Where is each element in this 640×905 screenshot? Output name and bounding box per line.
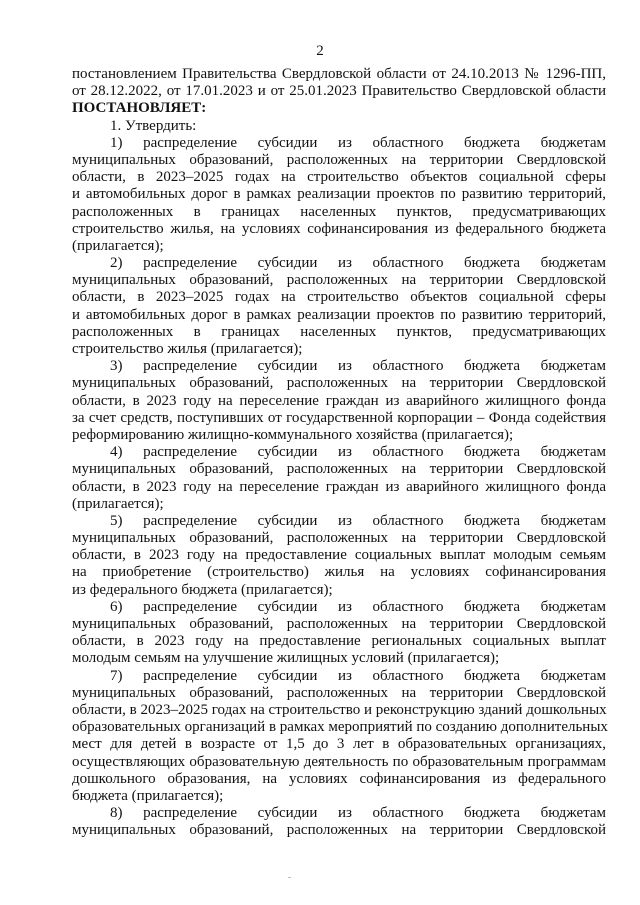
text-line: ПОСТАНОВЛЯЕТ: [72, 100, 207, 117]
text-line: строительство жилья (прилагается); [72, 341, 303, 357]
text-line: муниципальных образований, расположенных на территории Свердловской [72, 684, 606, 701]
page-number: 2 [316, 43, 324, 59]
text-line: муниципальных образований, расположенных на территории Свердловской [72, 151, 606, 168]
text-line: 1. Утвердить: [110, 117, 197, 134]
text-line: дошкольного образования, на условиях софинансирования из федерального [72, 770, 606, 787]
text-line: от 28.12.2022, от 17.01.2023 и от 25.01.2023 Правительство Свердловской области [72, 83, 606, 100]
text-line: и автомобильных дорог в рамках реализации проектов по развитию территорий, [72, 306, 606, 323]
text-line: мест для детей в возрасте от 1,5 до 3 лет в образовательных организациях, [72, 736, 606, 753]
text-line: области, в 2023 году на переселение граждан из аварийного жилищного фонда [72, 392, 606, 409]
text-line: муниципальных образований, расположенных на территории Свердловской [72, 375, 606, 392]
document-body [72, 66, 606, 839]
text-line: области, в 2023–2025 годах на строительство объектов социальной сферы [72, 289, 606, 306]
text-line: области, в 2023–2025 годах на строительство объектов социальной сферы [72, 169, 606, 186]
text-line: 2) распределение субсидии из областного бюджета бюджетам [110, 255, 606, 272]
text-line: области, в 2023 году на переселение граждан из аварийного жилищного фонда [72, 478, 606, 495]
text-line: 5) распределение субсидии из областного бюджета бюджетам [110, 512, 606, 529]
text-line: 8) распределение субсидии из областного бюджета бюджетам [110, 805, 606, 822]
text-line: расположенных в границах населенных пунктов, предусматривающих [72, 323, 606, 340]
text-line: за счет средств, поступивших от государственной корпорации – Фонда содействия [72, 409, 606, 426]
text-line: муниципальных образований, расположенных на территории Свердловской [72, 461, 606, 478]
text-line: из федерального бюджета (прилагается); [72, 581, 333, 598]
text-line: молодым семьям на улучшение жилищных условий (прилагается); [72, 650, 500, 667]
text-line: образовательных организаций в рамках мероприятий по созданию дополнительных [72, 719, 608, 736]
text-line: 3) распределение субсидии из областного бюджета бюджетам [110, 358, 606, 375]
text-line: муниципальных образований, расположенных на территории Свердловской [72, 272, 606, 289]
text-line: (прилагается); [72, 495, 164, 512]
text-line: и автомобильных дорог в рамках реализации проектов по развитию территорий, [72, 186, 606, 203]
text-line: осуществляющих образовательную деятельность по образовательным программам [72, 753, 606, 770]
text-line: бюджета (прилагается); [72, 787, 224, 804]
text-line: постановлением Правительства Свердловской области от 24.10.2013 № 1296-ПП, [72, 66, 606, 82]
text-line: муниципальных образований, расположенных на территории Свердловской [72, 530, 606, 547]
text-line: 4) распределение субсидии из областного бюджета бюджетам [110, 444, 606, 461]
text-line: муниципальных образований, расположенных на территории Свердловской [72, 616, 606, 632]
text-line: области, в 2023 году на предоставление социальных выплат молодым семьям [72, 547, 606, 564]
text-line: области, в 2023 году на предоставление региональных социальных выплат [72, 633, 606, 650]
text-line: (прилагается); [72, 237, 164, 254]
text-line: реформированию жилищно-коммунального хозяйства (прилагается); [72, 426, 514, 443]
text-line: на приобретение (строительство) жилья на условиях софинансирования [72, 564, 606, 581]
scan-dot [288, 877, 291, 878]
text-line: расположенных в границах населенных пунктов, предусматривающих [72, 203, 606, 220]
text-line: муниципальных образований, расположенных на территории Свердловской [72, 822, 606, 839]
text-line: строительство жилья, на условиях софинансирования из федерального бюджета [72, 220, 606, 237]
text-line: 1) распределение субсидии из областного бюджета бюджетам [110, 134, 606, 151]
text-line: 6) распределение субсидии из областного бюджета бюджетам [110, 598, 606, 615]
text-line: области, в 2023–2025 годах на строительство и реконструкцию зданий дошкольных [72, 701, 607, 718]
text-line: 7) распределение субсидии из областного бюджета бюджетам [110, 667, 606, 684]
